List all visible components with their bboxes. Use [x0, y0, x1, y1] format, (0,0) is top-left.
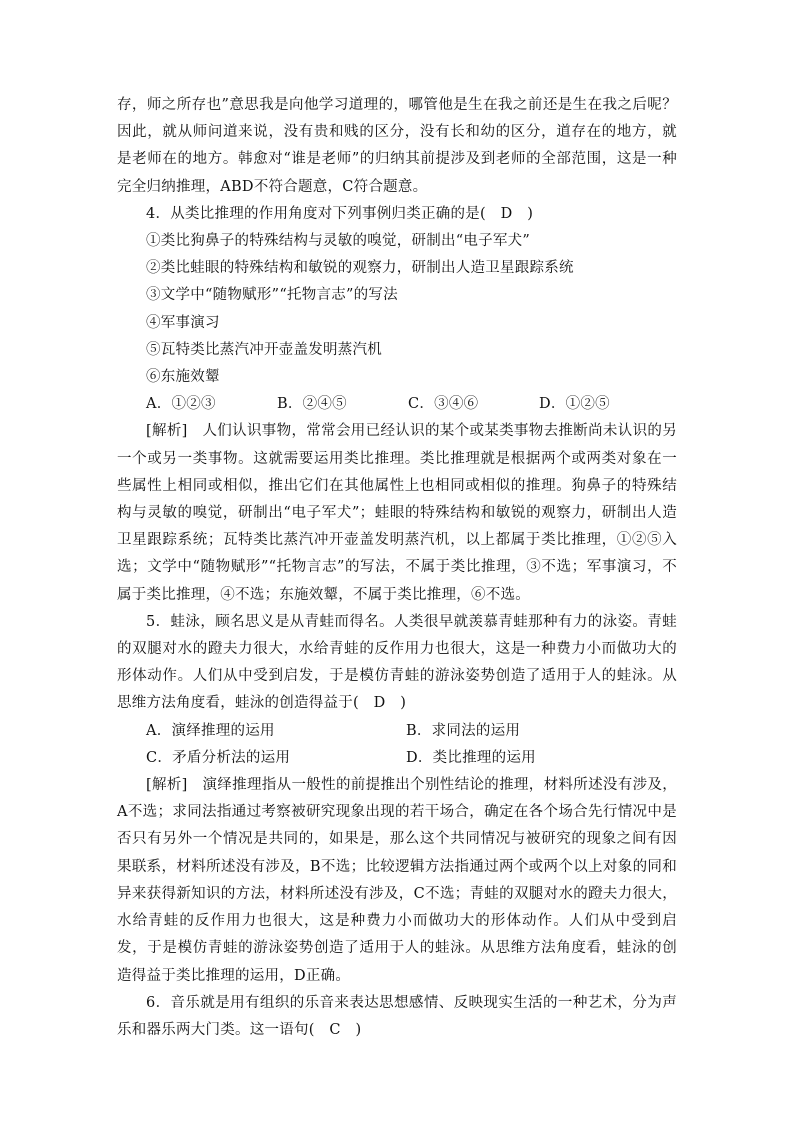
q5-choice-b: B．求同法的运用 — [406, 722, 521, 739]
q3-explanation-tail: 存，师之所存也”意思我是向他学习道理的，哪管他是生在我之前还是生在我之后呢？因此，就从师问道来说，没有贵和贱的区分，没有长和幼的区分，道存在的地方，就是老师在的地方。韩愈对“谁是老师”的归纳其前提涉及到老师的全部范围，这是一种完全归纳推理，ABD不符合题意，C符合题意。 — [117, 97, 677, 195]
document-body — [117, 92, 677, 1044]
q4-item-2: ②类比蛙眼的特殊结构和敏锐的观察力，研制出人造卫星跟踪系统 — [146, 260, 574, 277]
q4-item-6: ⑥东施效颦 — [146, 369, 220, 386]
q5-analysis: [解析] 演绎推理指从一般性的前提推出个别性结论的推理，材料所述没有涉及，A不选；求同法指通过考察被研究现象出现的若干场合，确定在各个场合先行情况中是否只有另外一个情况是共同的，如果是，那么这个共同情况与被研究的现象之间有因果联系，材料所述没有涉及，B不选；比较逻辑方法指通过两个或两个以上对象的同和异来获得新知识的方法，材料所述没有涉及，C不选；青蛙的双腿对水的蹬夫力很大，水给青蛙的反作用力也很大，这是种费力小而做功大的形体动作。人们从中受到启发，于是模仿青蛙的游泳姿势创造了适用于人的蛙泳。从思维方法角度看，蛙泳的创造得益于类比推理的运用，D正确。 — [117, 777, 677, 984]
q5-choice-d: D．类比推理的运用 — [406, 749, 536, 766]
q5-choice-a: A．演绎推理的运用 — [146, 722, 275, 739]
q6-stem: 6．音乐就是用有组织的乐音来表达思想感情、反映现实生活的一种艺术，分为声乐和器乐两大门类。这一语句( C ) — [117, 994, 677, 1038]
q5-choices-row-2 — [117, 745, 677, 772]
q4-choice-c: C．③④⑥ — [408, 396, 479, 413]
q5-choices-row-1 — [117, 718, 677, 745]
q4-choice-a: A．①②③ — [146, 396, 216, 413]
q4-item-3: ③文学中“随物赋形”“托物言志”的写法 — [146, 287, 398, 304]
q4-stem: 4．从类比推理的作用角度对下列事例归类正确的是( D ) — [146, 205, 534, 222]
q4-item-5: ⑤瓦特类比蒸汽冲开壶盖发明蒸汽机 — [146, 341, 382, 358]
q4-item-1: ①类比狗鼻子的特殊结构与灵敏的嗅觉，研制出“电子军犬” — [146, 233, 531, 250]
q5-stem: 5．蛙泳，顾名思义是从青蛙而得名。人类很早就羡慕青蛙那种有力的泳姿。青蛙的双腿对水的蹬夫力很大，水给青蛙的反作用力也很大，这是一种费力小而做功大的形体动作。人们从中受到启发，于是模仿青蛙的游泳姿势创造了适用于人的蛙泳。从思维方法角度看，蛙泳的创造得益于( D ) — [117, 613, 677, 712]
q4-analysis: [解析] 人们认识事物，常常会用已经认识的某个或某类事物去推断尚未认识的另一个或另一类事物。这就需要运用类比推理。类比推理就是根据两个或两类对象在一些属性上相同或相似，推出它们在其他属性上也相同或相似的推理。狗鼻子的特殊结构与灵敏的嗅觉，研制出“电子军犬”；蛙眼的特殊结构和敏锐的观察力，研制出人造卫星跟踪系统；瓦特类比蒸汽冲开壶盖发明蒸汽机，以上都属于类比推理，①②⑤入选；文学中“随物赋形”“托物言志”的写法，不属于类比推理，③不选；军事演习，不属于类比推理，④不选；东施效颦，不属于类比推理，⑥不选。 — [117, 423, 677, 603]
q4-choice-d: D．①②⑤ — [539, 396, 610, 413]
q4-item-4: ④军事演习 — [146, 314, 220, 331]
q4-choices — [117, 391, 677, 418]
q4-choice-b: B．②④⑤ — [277, 396, 347, 413]
q5-choice-c: C．矛盾分析法的运用 — [146, 749, 291, 766]
